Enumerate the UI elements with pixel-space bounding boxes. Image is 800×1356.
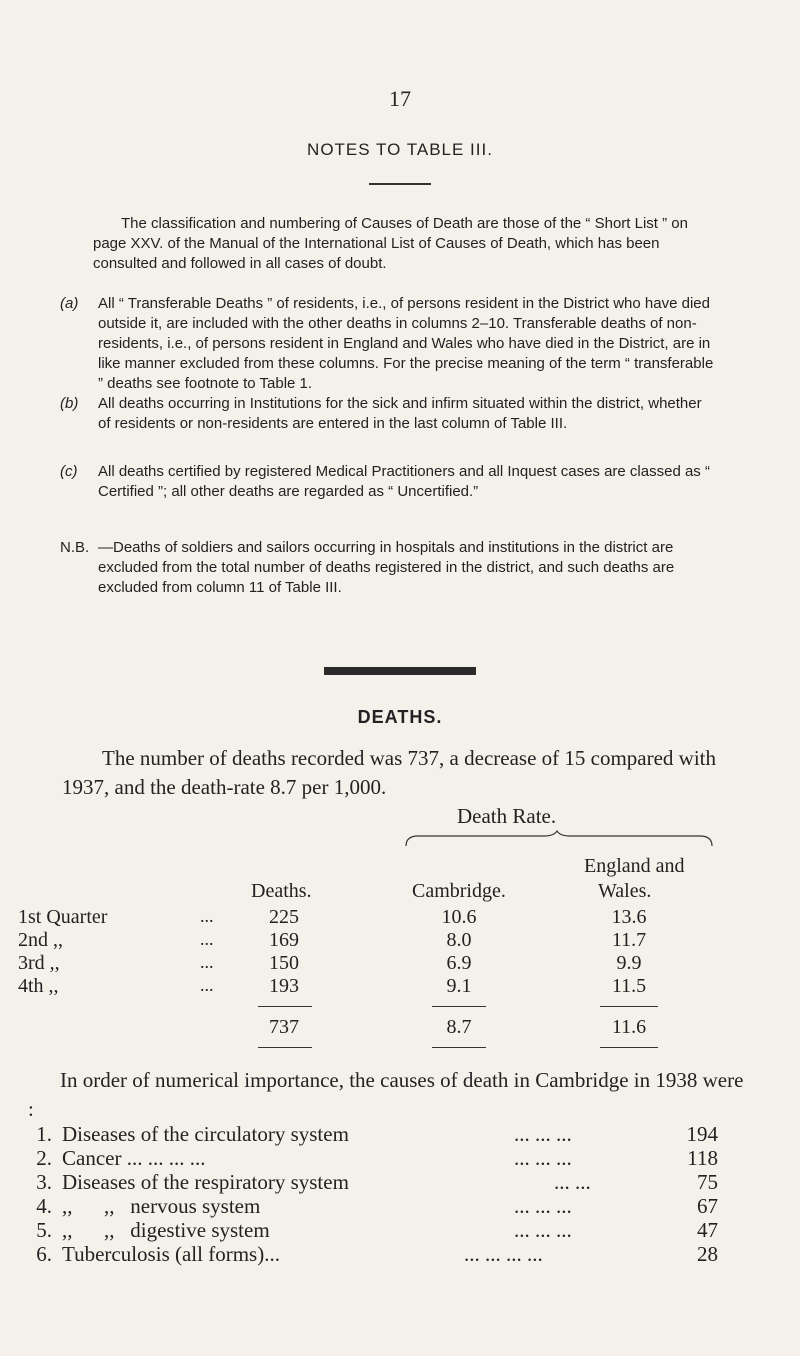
row-dots-q3: ... <box>200 952 214 972</box>
note-b-label: (b) <box>60 395 79 412</box>
col-header-cambridge: Cambridge. <box>412 880 506 902</box>
cause-dots: ... ... ... ... <box>464 1242 543 1266</box>
cambridge-total: 8.7 <box>446 1016 472 1038</box>
summary-paragraph: The number of deaths recorded was 737, a decrease of 15 compared with 1937, and the death-rate 8.7 per 1,000. <box>62 746 717 799</box>
row-label-q4: 4th ,, <box>18 975 59 997</box>
deaths-q4: 193 <box>269 975 299 997</box>
england-q4: 11.5 <box>611 975 647 997</box>
cause-item <box>28 1194 728 1220</box>
nb-text: —Deaths of soldiers and sailors occurring in hospitals and institutions in the district are excluded from the total number of deaths registered in the district, and such deaths are excluded from column 11 of Table III. <box>98 539 675 596</box>
row-dots-q1: ... <box>200 906 214 926</box>
cause-text: Diseases of the circulatory system <box>62 1122 349 1146</box>
intro-paragraph: The classification and numbering of Causes of Death are those of the “ Short List ” on page XXV. of the Manual of the International List of Causes of Death, which has been consulted and followed in all cases of doubt. <box>93 215 688 272</box>
row-dots-q2: ... <box>200 929 214 949</box>
total-rule-england-top <box>600 1006 658 1007</box>
death-rate-brace <box>404 830 714 848</box>
cause-text: ,, ,, nervous system <box>62 1194 261 1218</box>
cambridge-q2: 8.0 <box>446 929 472 951</box>
cause-value: 194 <box>686 1122 718 1146</box>
nb-note <box>60 538 715 598</box>
col-header-deaths: Deaths. <box>251 880 312 902</box>
cause-item <box>28 1170 728 1196</box>
row-dots-q4: ... <box>200 975 214 995</box>
england-q2: 11.7 <box>611 929 647 951</box>
deaths-q3: 150 <box>269 952 299 974</box>
note-b <box>60 394 715 434</box>
cause-text: Tuberculosis (all forms)... <box>62 1242 280 1266</box>
note-a <box>60 294 715 394</box>
row-label-q3: 3rd ,, <box>18 952 60 974</box>
nb-label: N.B. <box>60 539 90 556</box>
note-a-text: All “ Transferable Deaths ” of residents, i.e., of persons resident in the District who have died outside it, are included with the other deaths in columns 2–10. Transferable deaths of non-residents, i.e., of persons resident in England and Wales who have died in the District, are in like manner excluded from these columns. For the precise meaning of the term “ transferable ” deaths see footnote to Table 1. <box>98 295 714 392</box>
cause-number: 3. <box>36 1170 52 1194</box>
cause-dots: ... ... ... <box>514 1194 572 1218</box>
cambridge-q3: 6.9 <box>446 952 472 974</box>
total-rule-cambridge-top <box>432 1006 486 1007</box>
death-rate-header: Death Rate. <box>457 804 557 828</box>
total-rule-deaths-top <box>258 1006 312 1007</box>
section-divider <box>324 667 476 675</box>
note-c <box>60 462 715 502</box>
cause-dots: ... ... ... <box>514 1218 572 1242</box>
england-total: 11.6 <box>611 1016 647 1038</box>
row-label-q1: 1st Quarter <box>18 906 108 928</box>
cause-item <box>28 1122 728 1148</box>
cause-dots: ... ... ... <box>514 1122 572 1146</box>
cause-value: 67 <box>697 1194 718 1218</box>
note-c-text: All deaths certified by registered Medical Practitioners and all Inquest cases are classed as “ Certified ”; all other deaths are regarded as “ Uncertified.” <box>98 463 710 500</box>
total-rule-cambridge-bottom <box>432 1047 486 1048</box>
cause-value: 118 <box>687 1146 718 1170</box>
cause-value: 47 <box>697 1218 718 1242</box>
cause-text: Cancer ... ... ... ... <box>62 1146 206 1170</box>
cause-dots: ... ... <box>554 1170 591 1194</box>
cause-value: 75 <box>697 1170 718 1194</box>
england-q3: 9.9 <box>616 952 642 974</box>
notes-title: NOTES TO TABLE III. <box>307 140 493 159</box>
cause-text: ,, ,, digestive system <box>62 1218 270 1242</box>
note-c-label: (c) <box>60 463 78 480</box>
deaths-heading: DEATHS. <box>357 707 443 727</box>
cause-number: 6. <box>36 1242 52 1266</box>
cambridge-q4: 9.1 <box>446 975 472 997</box>
cause-number: 5. <box>36 1218 52 1242</box>
deaths-q2: 169 <box>269 929 299 951</box>
col-header-england-1: England and <box>584 855 685 877</box>
title-rule <box>369 183 431 185</box>
note-a-label: (a) <box>60 295 79 312</box>
cause-item <box>28 1146 728 1172</box>
row-label-q2: 2nd ,, <box>18 929 63 951</box>
deaths-total: 737 <box>269 1016 299 1038</box>
cambridge-q1: 10.6 <box>441 906 477 928</box>
order-paragraph: In order of numerical importance, the causes of death in Cambridge in 1938 were : <box>28 1068 744 1121</box>
cause-dots: ... ... ... <box>514 1146 572 1170</box>
total-rule-deaths-bottom <box>258 1047 312 1048</box>
cause-number: 4. <box>36 1194 52 1218</box>
england-q1: 13.6 <box>611 906 647 928</box>
note-b-text: All deaths occurring in Institutions for the sick and infirm situated within the district, whether of residents or non-residents are entered in the last column of Table III. <box>98 395 702 432</box>
cause-value: 28 <box>697 1242 718 1266</box>
total-rule-england-bottom <box>600 1047 658 1048</box>
page-number: 17 <box>389 86 411 111</box>
col-header-england-2: Wales. <box>598 880 652 902</box>
cause-item <box>28 1218 728 1244</box>
cause-number: 2. <box>36 1146 52 1170</box>
deaths-q1: 225 <box>269 906 299 928</box>
cause-number: 1. <box>36 1122 52 1146</box>
cause-item <box>28 1242 728 1268</box>
cause-text: Diseases of the respiratory system <box>62 1170 349 1194</box>
